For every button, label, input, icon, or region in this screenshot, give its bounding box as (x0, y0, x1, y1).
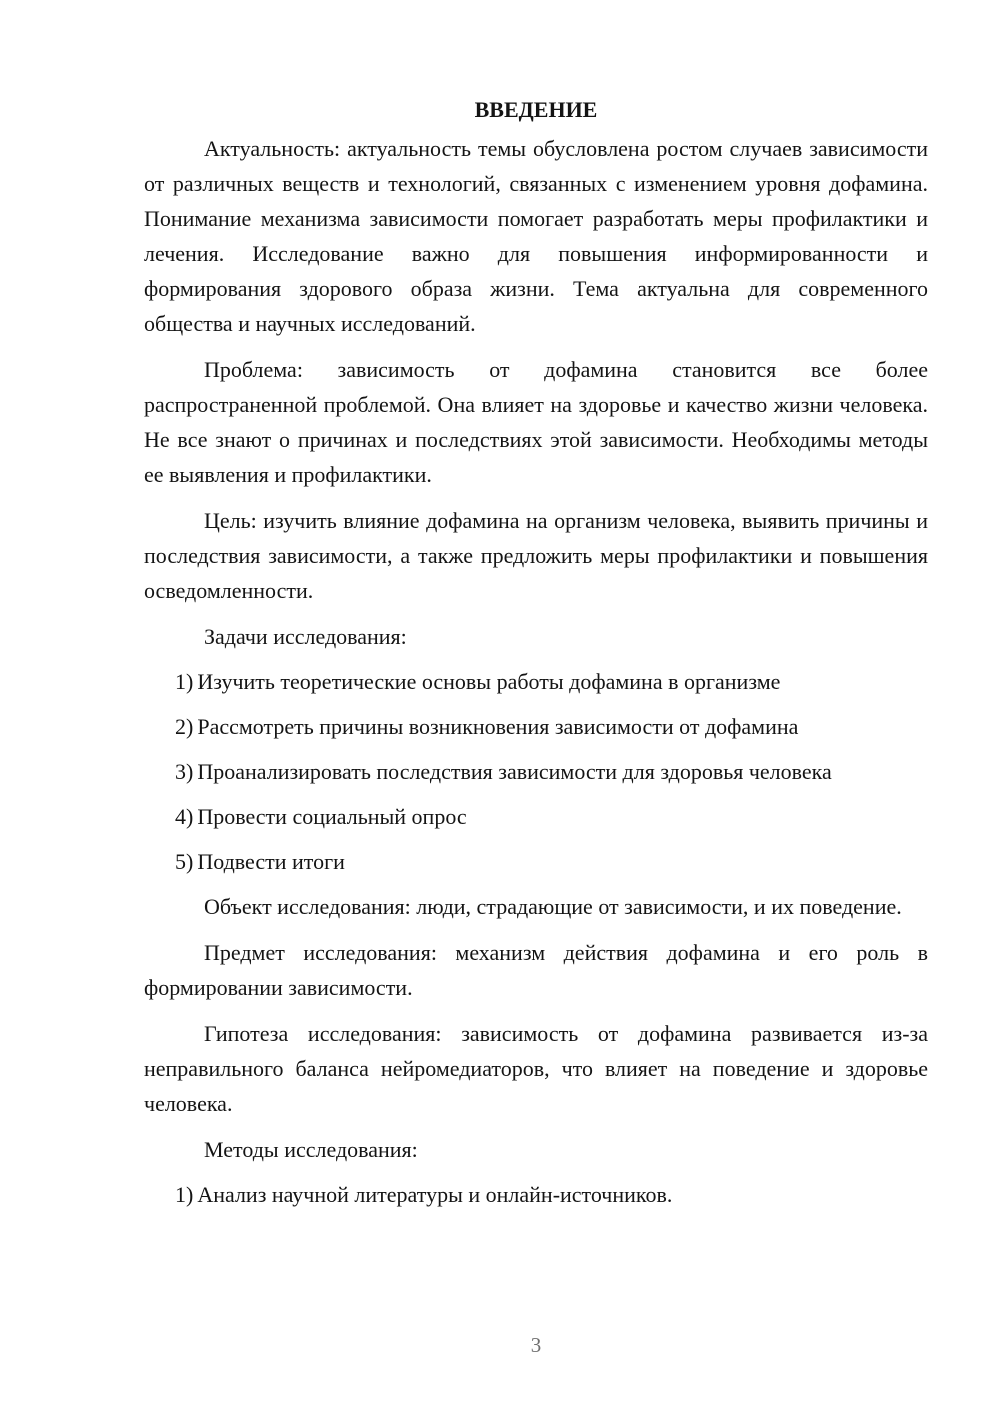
list-text: Проанализировать последствия зависимости для здоровья человека (197, 759, 832, 784)
document-page (144, 92, 928, 1222)
list-text: Изучить теоретические основы работы дофамина в организме (197, 669, 781, 694)
list-text: Анализ научной литературы и онлайн-источников. (197, 1182, 673, 1207)
list-number: 2) (175, 714, 194, 739)
goal-paragraph: Цель: изучить влияние дофамина на организм человека, выявить причины и последствия зависимости, а также предложить меры профилактики и повышения осведомленности. (144, 508, 928, 603)
list-item (144, 664, 928, 699)
list-item (144, 1177, 928, 1212)
list-number: 1) (175, 669, 194, 694)
tasks-list (144, 664, 928, 879)
object-paragraph: Объект исследования: люди, страдающие от зависимости, и их поведение. (204, 894, 902, 919)
list-text: Рассмотреть причины возникновения зависимости от дофамина (197, 714, 799, 739)
list-number: 5) (175, 849, 194, 874)
list-number: 3) (175, 759, 194, 784)
list-number: 1) (175, 1182, 194, 1207)
page-number: 3 (530, 1333, 542, 1357)
subject-paragraph: Предмет исследования: механизм действия дофамина и его роль в формировании зависимости. (144, 940, 928, 1000)
list-item (144, 754, 928, 789)
problem-paragraph: Проблема: зависимость от дофамина становится все более распространенной проблемой. Она влияет на здоровье и качество жизни человека. Не все знают о причинах и последствиях этой зависимости. Необходимы методы ее выявления и профилактики. (144, 357, 928, 487)
list-text: Подвести итоги (197, 849, 345, 874)
list-text: Провести социальный опрос (197, 804, 467, 829)
tasks-heading: Задачи исследования: (204, 624, 407, 649)
methods-list (144, 1177, 928, 1212)
list-number: 4) (175, 804, 194, 829)
hypothesis-paragraph: Гипотеза исследования: зависимость от дофамина развивается из-за неправильного баланса нейромедиаторов, что влияет на поведение и здоровье человека. (144, 1021, 928, 1116)
list-item (144, 709, 928, 744)
page-title: ВВЕДЕНИЕ (474, 97, 598, 122)
methods-heading: Методы исследования: (204, 1137, 418, 1162)
list-item (144, 799, 928, 834)
list-item (144, 844, 928, 879)
relevance-paragraph: Актуальность: актуальность темы обусловлена ростом случаев зависимости от различных веществ и технологий, связанных с изменением уровня дофамина. Понимание механизма зависимости помогает разработать меры профилактики и лечения. Исследование важно для повышения информированности и формирования здорового образа жизни. Тема актуальна для современного общества и научных исследований. (144, 136, 928, 336)
